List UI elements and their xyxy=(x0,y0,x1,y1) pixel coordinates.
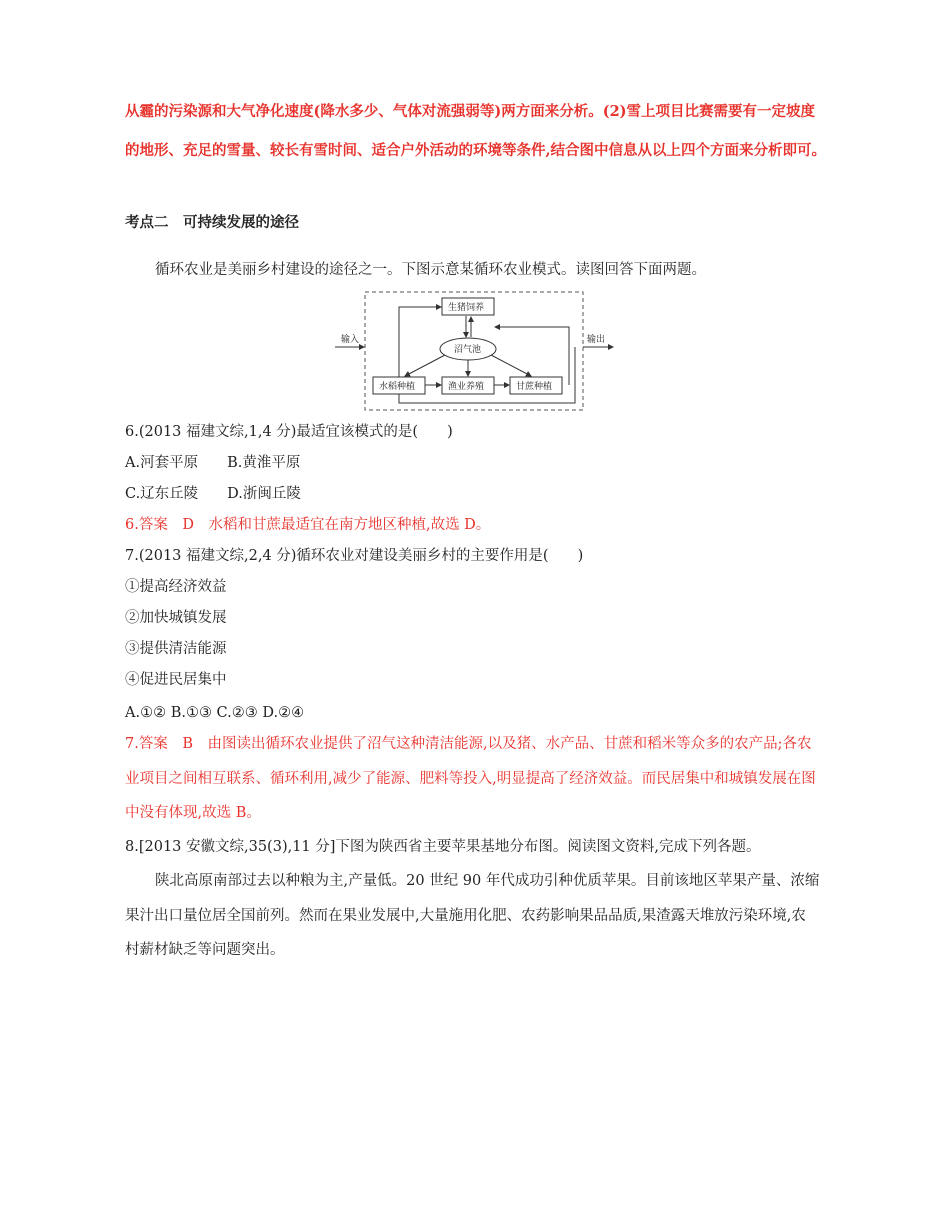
q7-answer-line-1: 7.答案 B 由图读出循环农业提供了沼气这种清洁能源,以及猪、水产品、甘蔗和稻米等众多的农产品;各农 xyxy=(125,736,812,752)
prev-answer-line-2: 的地形、充足的雪量、较长有雪时间、适合户外活动的环境等条件,结合图中信息从以上四个方面来分析即可。 xyxy=(125,142,827,159)
q6-answer: 6.答案 D 水稻和甘蔗最适宜在南方地区种植,故选 D。 xyxy=(125,517,491,533)
q8-stem: 8.[2013 安徽文综,35(3),11 分]下图为陕西省主要苹果基地分布图。阅读图文资料,完成下列各题。 xyxy=(125,839,761,855)
q6-options-row-1: A.河套平原 B.黄淮平原 xyxy=(125,455,301,471)
sugarcane-label: 甘蔗种植 xyxy=(516,382,553,392)
pig-label: 生猪饲养 xyxy=(448,303,485,313)
q7-item-2: ②加快城镇发展 xyxy=(125,610,227,626)
biogas-to-sugarcane-arrow xyxy=(491,355,531,376)
prev-answer-line-1: 从霾的污染源和大气净化速度(降水多少、气体对流强弱等)两方面来分析。(2)雪上项目比赛需要有一定坡度 xyxy=(125,103,816,120)
q7-options: A.①② B.①③ C.②③ D.②④ xyxy=(125,705,305,721)
q7-item-3: ③提供清洁能源 xyxy=(125,641,227,657)
q8-paragraph-line-1: 陕北高原南部过去以种粮为主,产量低。20 世纪 90 年代成功引种优质苹果。目前该地区苹果产量、浓缩 xyxy=(155,873,820,889)
q6-stem: 6.(2013 福建文综,1,4 分)最适宜该模式的是( ) xyxy=(125,424,453,440)
q6-options-row-2: C.辽东丘陵 D.浙闽丘陵 xyxy=(125,486,301,502)
output-label: 输出 xyxy=(587,335,606,345)
intro-text: 循环农业是美丽乡村建设的途径之一。下图示意某循环农业模式。读图回答下面两题。 xyxy=(155,262,706,278)
circular-agriculture-diagram xyxy=(335,289,625,413)
section-title: 考点二 可持续发展的途径 xyxy=(125,214,299,231)
q7-answer-line-2: 业项目之间相互联系、循环利用,减少了能源、肥料等投入,明显提高了经济效益。而民居集中和城镇发展在图 xyxy=(125,771,816,787)
q8-paragraph-line-2: 果汁出口量位居全国前列。然而在果业发展中,大量施用化肥、农药影响果品品质,果渣露天堆放污染环境,农 xyxy=(125,908,806,924)
q7-item-1: ①提高经济效益 xyxy=(125,579,227,595)
rice-to-pig-arrow xyxy=(399,307,441,377)
q8-paragraph-line-3: 村薪材缺乏等问题突出。 xyxy=(125,942,285,958)
sugarcane-to-pig-arrow xyxy=(495,327,569,385)
q7-answer-line-3: 中没有体现,故选 B。 xyxy=(125,805,261,821)
biogas-label: 沼气池 xyxy=(454,345,482,355)
q7-item-4: ④促进民居集中 xyxy=(125,672,227,688)
rice-label: 水稻种植 xyxy=(379,382,416,392)
q7-stem: 7.(2013 福建文综,2,4 分)循环农业对建设美丽乡村的主要作用是( ) xyxy=(125,548,584,564)
input-label: 输入 xyxy=(341,335,360,345)
biogas-to-rice-arrow xyxy=(405,355,445,376)
fish-label: 渔业养殖 xyxy=(448,382,485,392)
